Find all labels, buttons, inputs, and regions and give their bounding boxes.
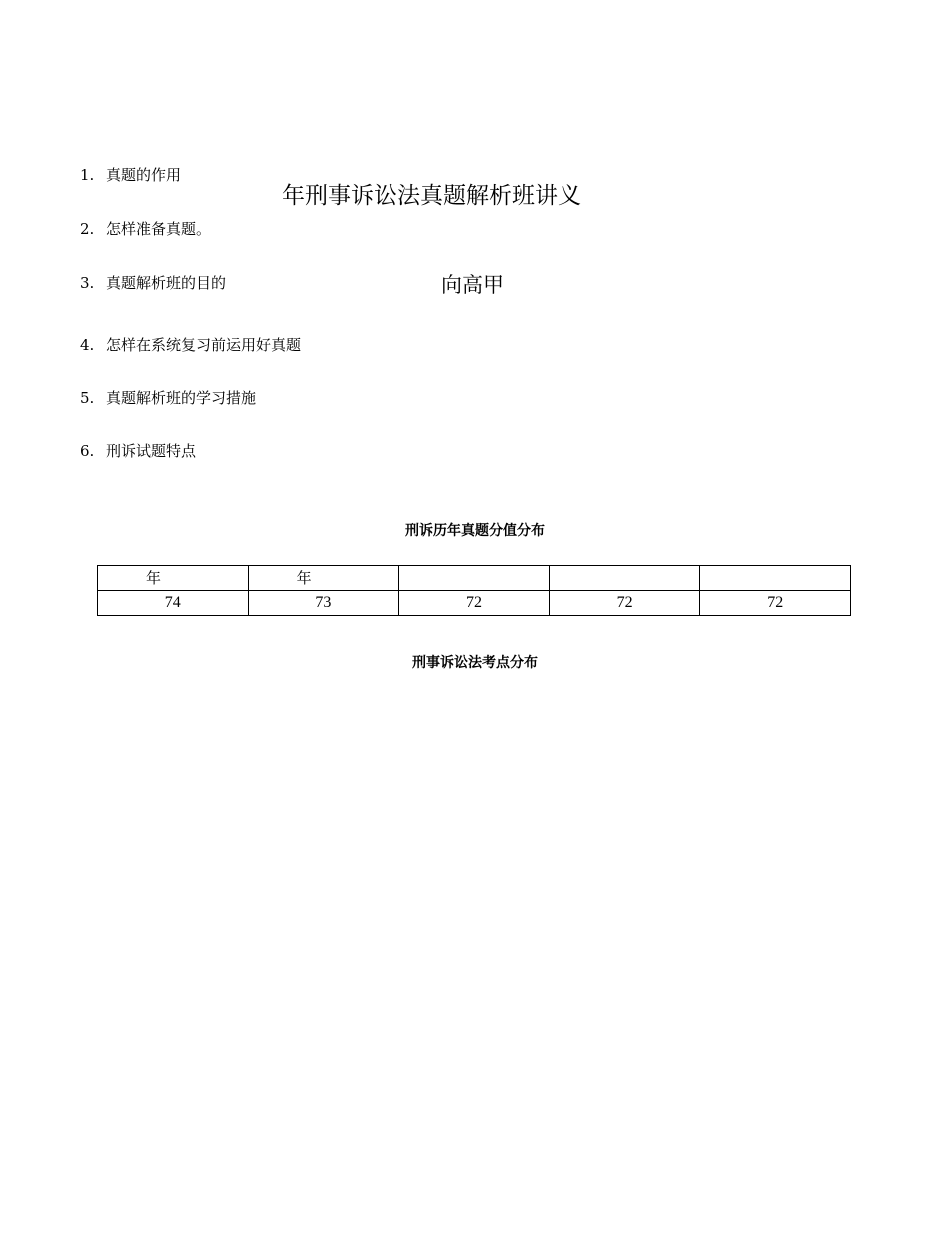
outline-item-4 <box>80 336 301 354</box>
outline-item-text: 怎样在系统复习前运用好真题 <box>106 336 302 354</box>
outline-item-5 <box>80 389 256 407</box>
outline-item-text: 真题解析班的目的 <box>106 274 227 292</box>
table-cell: 74 <box>98 591 249 616</box>
table-header-row <box>98 566 851 591</box>
table-header-cell <box>549 566 700 591</box>
document-title: 年刑事诉讼法真题解析班讲义 <box>282 183 581 209</box>
outline-item-3 <box>80 274 226 292</box>
table-cell: 72 <box>549 591 700 616</box>
outline-item-number: 3. <box>80 274 95 292</box>
outline-item-number: 5. <box>80 389 95 407</box>
score-table <box>97 565 851 616</box>
table-header-cell <box>399 566 550 591</box>
table-header-cell: 年 <box>248 566 399 591</box>
outline-item-number: 6. <box>80 442 95 460</box>
outline-item-text: 刑诉试题特点 <box>106 442 197 460</box>
outline-item-text: 怎样准备真题。 <box>106 220 212 238</box>
topic-section-title: 刑事诉讼法考点分布 <box>412 655 538 671</box>
outline-item-number: 1. <box>80 166 95 184</box>
score-section-title: 刑诉历年真题分值分布 <box>405 523 545 539</box>
outline-item-1 <box>80 166 181 184</box>
outline-item-6 <box>80 442 196 460</box>
outline-item-number: 4. <box>80 336 95 354</box>
table-cell: 73 <box>248 591 399 616</box>
table-header-cell: 年 <box>98 566 249 591</box>
table-cell: 72 <box>399 591 550 616</box>
outline-item-text: 真题的作用 <box>106 166 182 184</box>
table-header-cell <box>700 566 851 591</box>
document-author: 向高甲 <box>441 273 504 297</box>
table-row <box>98 591 851 616</box>
table-cell: 72 <box>700 591 851 616</box>
outline-item-text: 真题解析班的学习措施 <box>106 389 257 407</box>
outline-item-2 <box>80 220 211 238</box>
outline-item-number: 2. <box>80 220 95 238</box>
